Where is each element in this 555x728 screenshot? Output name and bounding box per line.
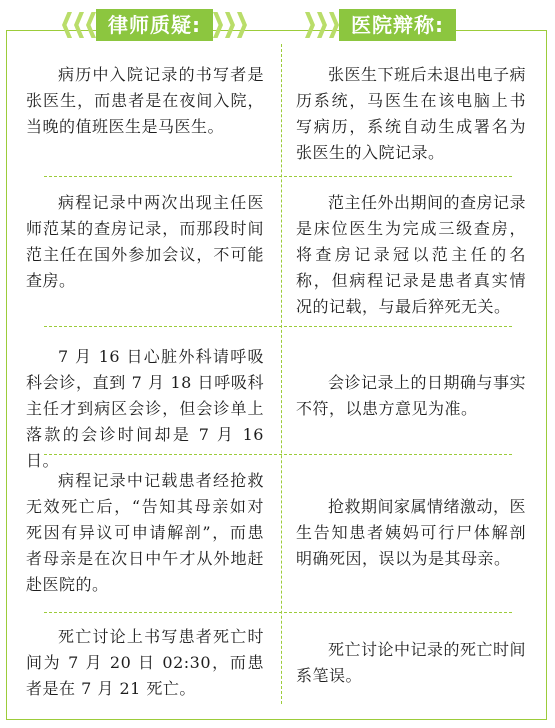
row-divider [44, 326, 512, 327]
row-divider [44, 612, 512, 613]
chevron-right-icon [213, 12, 247, 38]
header-lawyer-label: 律师质疑: [96, 9, 213, 41]
header-hospital-label: 医院辩称: [339, 9, 456, 41]
row-5-hospital-text: 死亡讨论中记录的死亡时间系笔误。 [296, 640, 527, 685]
row-4-hospital-text: 抢救期间家属情绪激动，医生告知患者姨妈可行尸体解剖明确死因，误以为是其母亲。 [296, 497, 527, 568]
row-4-lawyer-text: 病程记录中记载患者经抢救无效死亡后，“告知其母亲如对死因有异议可申请解剖”，而患者母亲是在次日中午才从外地赶赴医院的。 [26, 471, 264, 594]
row-3-lawyer-text: 7 月 16 日心脏外科请呼吸科会诊，直到 7 月 18 日呼吸科主任才到病区会诊，但会诊单上落款的会诊时间却是 7 月 16 日。 [26, 347, 264, 470]
row-3-hospital-text: 会诊记录上的日期确与事实不符，以患方意见为准。 [296, 373, 527, 418]
row-2-lawyer-text: 病程记录中两次出现主任医师范某的查房记录，而那段时间范主任在国外参加会议，不可能查房。 [26, 193, 264, 290]
row-1-hospital-text: 张医生下班后未退出电子病历系统，马医生在该电脑上书写病历，系统自动生成署名为张医生的入院记录。 [296, 65, 527, 162]
row-2-hospital-text: 范主任外出期间的查房记录是床位医生为完成三级查房，将查房记录冠以范主任的名称，但病程记录是患者真实情况的记载，与最后猝死无关。 [296, 193, 527, 316]
chevron-left-icon [62, 12, 96, 38]
chevron-right-icon [305, 12, 339, 38]
column-divider [281, 44, 282, 704]
row-5-lawyer-text: 死亡讨论上书写患者死亡时间为 7 月 20 日 02:30，而患者是在 7 月 21 死亡。 [26, 627, 264, 698]
row-1-lawyer-text: 病历中入院记录的书写者是张医生，而患者是在夜间入院，当晚的值班医生是马医生。 [26, 65, 264, 136]
row-divider [44, 176, 512, 177]
header-lawyer [62, 8, 247, 42]
header-hospital [305, 8, 456, 42]
